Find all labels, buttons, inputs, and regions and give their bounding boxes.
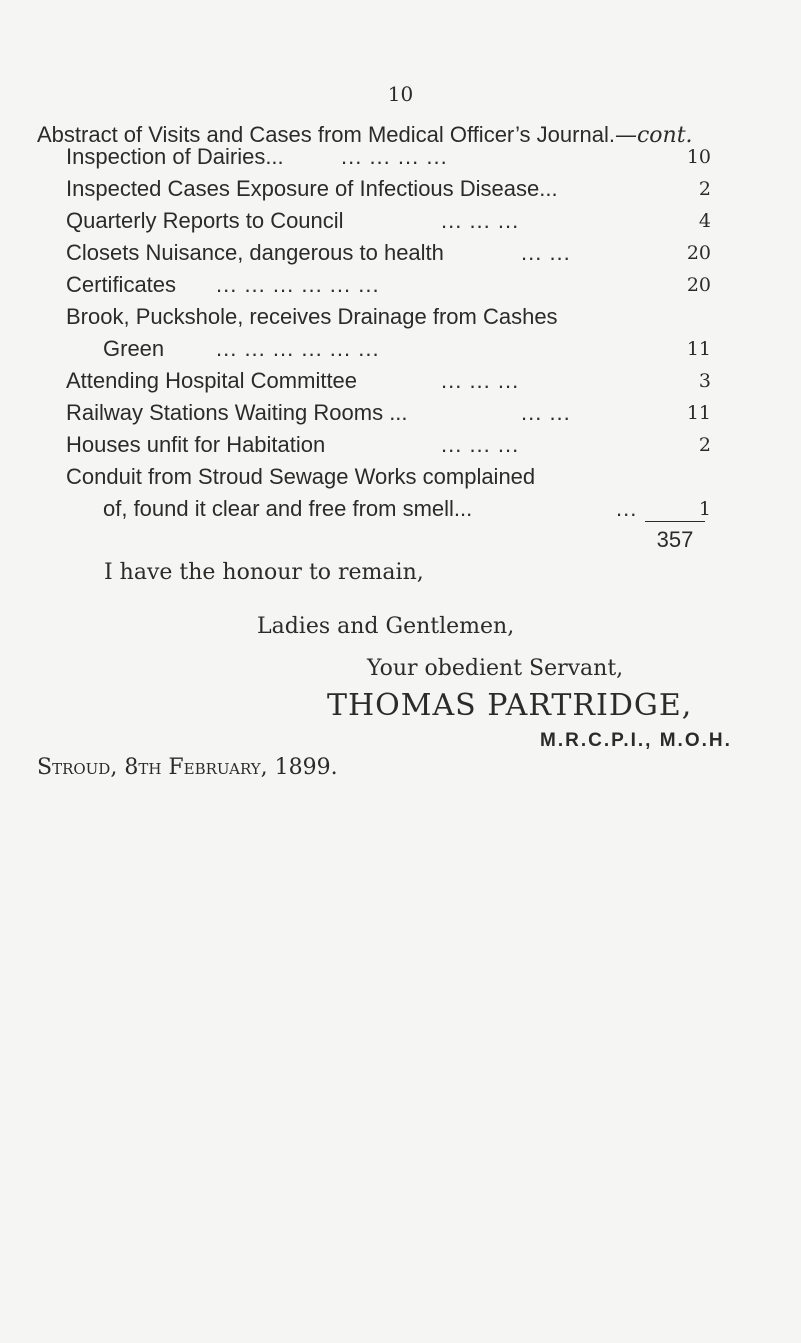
list-item: [66, 238, 711, 268]
item-count: 20: [686, 274, 711, 296]
closing-line-2: Ladies and Gentlemen,: [257, 614, 515, 639]
heading-suffix: —cont.: [614, 123, 693, 148]
total-rule: [645, 521, 705, 522]
leader-dots: ... ... ...: [441, 432, 520, 457]
item-label: of, found it clear and free from smell...: [103, 496, 473, 521]
place-and-date: Stroud, 8th February, 1899.: [37, 755, 338, 780]
list-item: [66, 174, 711, 204]
list-item: [66, 494, 711, 524]
item-label: Inspected Cases Exposure of Infectious Disease...: [66, 176, 558, 201]
item-count: 2: [698, 178, 711, 200]
total-value: 357: [656, 527, 694, 552]
signature-qualifications: M.R.C.P.I., M.O.H.: [540, 730, 732, 751]
list-item: [66, 142, 711, 172]
list-item: [66, 206, 711, 236]
item-label: Conduit from Stroud Sewage Works complained: [66, 464, 536, 489]
closing-line-1: I have the honour to remain,: [104, 560, 424, 585]
item-label: Certificates: [66, 272, 177, 297]
page-number: 10: [387, 82, 414, 106]
item-label: Attending Hospital Committee: [66, 368, 358, 393]
signature-name: THOMAS PARTRIDGE,: [327, 688, 693, 723]
leader-dots: ... ... ...: [441, 208, 520, 233]
leader-dots: ...: [616, 496, 638, 521]
closing-line-3: Your obedient Servant,: [367, 656, 624, 681]
leader-dots: ... ... ... ... ... ...: [216, 336, 380, 361]
list-item: [66, 270, 711, 300]
list-item: [66, 302, 711, 332]
item-label: Quarterly Reports to Council: [66, 208, 344, 233]
item-label: Railway Stations Waiting Rooms ...: [66, 400, 408, 425]
heading-text: Abstract of Visits and Cases from Medical Officer’s Journal.: [37, 122, 615, 147]
leader-dots: ... ...: [521, 400, 571, 425]
leader-dots: ... ... ... ...: [341, 144, 448, 169]
item-count: 20: [686, 242, 711, 264]
list-item: [66, 366, 711, 396]
item-count: 11: [686, 338, 711, 360]
item-count: 2: [698, 434, 711, 456]
list-item: [66, 398, 711, 428]
item-label: Inspection of Dairies...: [66, 144, 284, 169]
item-label: Closets Nuisance, dangerous to health: [66, 240, 444, 265]
item-label: Brook, Puckshole, receives Drainage from Cashes: [66, 304, 558, 329]
item-count: 4: [698, 210, 711, 232]
item-count: 10: [686, 146, 711, 168]
list-item: [66, 430, 711, 460]
leader-dots: ... ... ...: [441, 368, 520, 393]
item-count: 3: [698, 370, 711, 392]
list-item: [66, 334, 711, 364]
item-count: 1: [698, 498, 711, 520]
leader-dots: ... ...: [521, 240, 571, 265]
item-count: 11: [686, 402, 711, 424]
leader-dots: ... ... ... ... ... ...: [216, 272, 380, 297]
item-label: Houses unfit for Habitation: [66, 432, 326, 457]
item-label: Green: [103, 336, 165, 361]
list-item: [66, 462, 711, 492]
